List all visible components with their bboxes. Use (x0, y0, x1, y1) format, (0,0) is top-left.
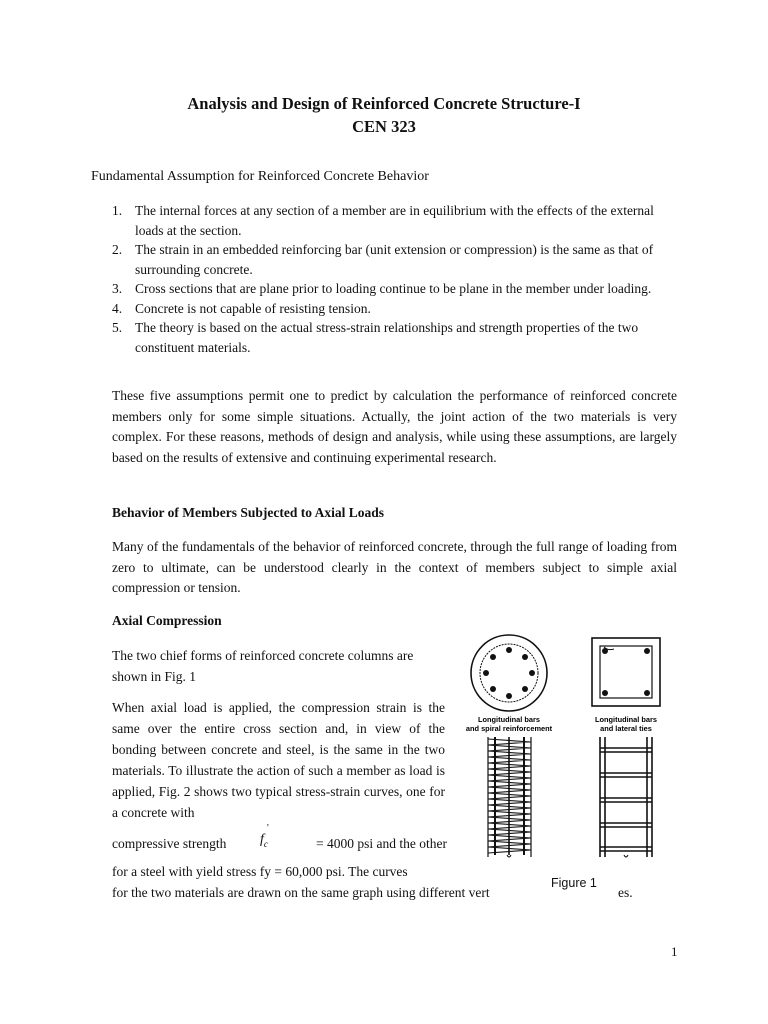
paragraph-column-forms: The two chief forms of reinforced concrete columns are shown in Fig. 1 (112, 648, 414, 684)
document-title: Analysis and Design of Reinforced Concrete Structure-I (187, 94, 581, 113)
list-item: 2. The strain in an embedded reinforcing bar (unit extension or compression) is the same as that of surrounding concrete. (112, 242, 654, 277)
heading-axial-compression: Axial Compression (112, 613, 222, 628)
svg-text:and lateral ties: and lateral ties (600, 724, 652, 733)
tied-column-section (592, 638, 660, 706)
paragraph-axial-load: When axial load is applied, the compression strain is the same over the entire cross section and, in view of the bonding between concrete and steel, is the same in the two materials. To illustrate the action of such a member as load is applied, Fig. 2 shows two typical stress-strain curves, one for a concrete with (112, 700, 445, 820)
svg-text:Longitudinal bars: Longitudinal bars (595, 715, 657, 724)
figure-caption: Figure 1 (551, 876, 597, 890)
svg-text:Longitudinal bars: Longitudinal bars (478, 715, 540, 724)
line-compressive-strength: compressive strength (112, 836, 227, 851)
course-code: CEN 323 (352, 117, 416, 136)
page-number: 1 (671, 944, 678, 959)
spiral-column-section (471, 635, 547, 711)
paragraph-assumptions: These five assumptions permit one to predict by calculation the performance of reinforced concrete members only for some simple situations. Actually, the joint action of the two materials is very complex. For these reasons, methods of design and analysis, while using these assumptions, are largely based on the results of extensive and continuing experimental research. (112, 388, 677, 465)
line-last: for the two materials are drawn on the same graph using different vert (112, 885, 490, 900)
section-intro: Fundamental Assumption for Reinforced Concrete Behavior (91, 169, 429, 184)
list-item: 4. Concrete is not capable of resisting tension. (112, 300, 371, 316)
line-psi: = 4000 psi and the other (316, 836, 447, 851)
list-item: 3. Cross sections that are plane prior to loading continue to be plane in the member under loading. (112, 281, 652, 296)
tied-column-elevation (600, 737, 652, 857)
svg-text:and spiral reinforcement: and spiral reinforcement (465, 724, 553, 733)
assumptions-list (112, 201, 677, 357)
heading-axial-loads: Behavior of Members Subjected to Axial Loads (112, 505, 384, 520)
longitudinal-bars (483, 647, 535, 699)
line-steel: for a steel with yield stress fy = 60,000 psi. The curves (112, 864, 408, 879)
list-item: 1. The internal forces at any section of a member are in equilibrium with the effects of the external loads at the section. (112, 203, 654, 238)
list-item: 5. The theory is based on the actual stress-strain relationships and strength properties of the two constituent materials. (112, 320, 639, 355)
fc-symbol: $f_c$ ' (260, 823, 269, 849)
paragraph-axial-loads: Many of the fundamentals of the behavior of reinforced concrete, through the full range of loading from zero to ultimate, can be understood clearly in the context of members subject to simple axial compression or tension. (112, 539, 677, 595)
line-tail: es. (618, 885, 633, 900)
column-figure (455, 633, 677, 861)
spiral-column-elevation (488, 737, 531, 857)
